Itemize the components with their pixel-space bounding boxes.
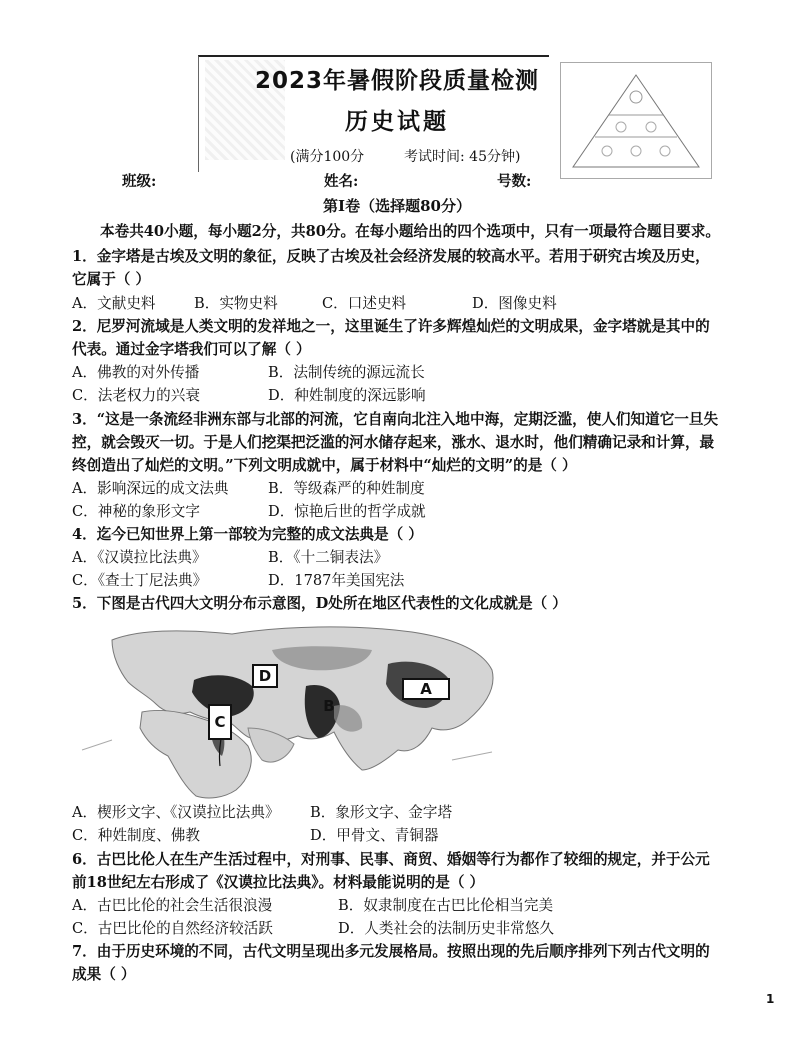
q3-option-c[interactable]: C．神秘的象形文字 [72, 503, 200, 520]
q5-option-c[interactable]: C．种姓制度、佛教 [72, 827, 200, 844]
q4-option-d[interactable]: D．1787年美国宪法 [268, 572, 405, 589]
q1-option-a[interactable]: A．文献史料 [72, 295, 156, 312]
q7-stem-line1: 7．由于历史环境的不同，古代文明呈现出多元发展格局。按照出现的先后顺序排列下列古代文明的 [72, 943, 710, 960]
q1-option-c[interactable]: C．口述史料 [322, 295, 407, 312]
q6-options-row2 [72, 919, 732, 939]
q6-option-d[interactable]: D．人类社会的法制历史非常悠久 [338, 920, 555, 937]
instructions: 本卷共40小题，每小题2分，共80分。在每小题给出的四个选项中，只有一项最符合题目要求。 [100, 223, 720, 240]
name-field-label: 姓名: [324, 173, 359, 190]
q4-option-b[interactable]: B．《十二铜表法》 [268, 549, 389, 566]
q2-option-b[interactable]: B．法制传统的源远流长 [268, 364, 425, 381]
q1-options [72, 294, 732, 314]
map-label-a: A [402, 678, 450, 700]
q6-stem-line1: 6．古巴比伦人在生产生活过程中，对刑事、民事、商贸、婚姻等行为都作了较细的规定，并于公元 [72, 851, 710, 868]
q4-options-row2 [72, 571, 732, 591]
q5-options-row1 [72, 803, 732, 823]
q1-stem-line2: 它属于（ ） [72, 271, 151, 288]
q2-stem-line2: 代表。通过金字塔我们可以了解（ ） [72, 341, 311, 358]
ancient-civilizations-map [72, 620, 512, 800]
q3-stem-line1: 3．“这是一条流经非洲东部与北部的河流，它自南向北注入地中海，定期泛滥，使人们知道它一旦失 [72, 411, 719, 428]
q3-options-row1 [72, 479, 732, 499]
q3-stem-line3: 终创造出了灿烂的文明。”下列文明成就中，属于材料中“灿烂的文明”的是（ ） [72, 457, 577, 474]
full-score: (满分100分 [290, 149, 365, 165]
q4-option-a[interactable]: A．《汉谟拉比法典》 [72, 549, 207, 566]
q4-stem: 4．迄今已知世界上第一部较为完整的成文法典是（ ） [72, 526, 423, 543]
q6-option-c[interactable]: C．古巴比伦的自然经济较活跃 [72, 920, 273, 937]
q5-options-row2 [72, 826, 732, 846]
q1-option-d[interactable]: D．图像史料 [472, 295, 557, 312]
q3-option-d[interactable]: D．惊艳后世的哲学成就 [268, 503, 426, 520]
map-label-b: B [323, 697, 335, 715]
q6-stem-line2: 前18世纪左右形成了《汉谟拉比法典》。材料最能说明的是（ ） [72, 874, 485, 891]
map-label-c: C [208, 704, 232, 740]
number-field-label: 号数: [497, 173, 532, 190]
q1-option-b[interactable]: B．实物史料 [194, 295, 278, 312]
q1-stem-line1: 1．金字塔是古埃及文明的象征，反映了古埃及社会经济发展的较高水平。若用于研究古埃及历史， [72, 248, 710, 265]
world-map-graphic [72, 620, 512, 800]
q6-option-a[interactable]: A．古巴比伦的社会生活很浪漫 [72, 897, 273, 914]
q2-stem-line1: 2．尼罗河流域是人类文明的发祥地之一，这里诞生了许多辉煌灿烂的文明成果，金字塔就是其中的 [72, 318, 710, 335]
map-label-d: D [252, 664, 278, 688]
exam-title: 2023年暑假阶段质量检测 [254, 68, 539, 94]
q6-options-row1 [72, 896, 732, 916]
q6-option-b[interactable]: B．奴隶制度在古巴比伦相当完美 [338, 897, 554, 914]
q5-stem: 5．下图是古代四大文明分布示意图，D处所在地区代表性的文化成就是（ ） [72, 595, 567, 612]
exam-subject: 历史试题 [345, 109, 449, 135]
page-number: 1 [766, 992, 775, 1006]
q7-stem-line2: 成果（ ） [72, 966, 136, 983]
q3-option-a[interactable]: A．影响深远的成文法典 [72, 480, 229, 497]
q4-options-row1 [72, 548, 732, 568]
q2-option-a[interactable]: A．佛教的对外传播 [72, 364, 200, 381]
q4-option-c[interactable]: C．《查士丁尼法典》 [72, 572, 208, 589]
q3-option-b[interactable]: B．等级森严的种姓制度 [268, 480, 425, 497]
q5-option-b[interactable]: B．象形文字、金字塔 [310, 804, 453, 821]
q3-options-row2 [72, 502, 732, 522]
q3-stem-line2: 控，就会毁灭一切。于是人们挖渠把泛滥的河水储存起来，涨水、退水时，他们精确记录和计算，最 [72, 434, 715, 451]
exam-time: 考试时间: 45分钟) [404, 149, 521, 165]
q2-options-row2 [72, 386, 732, 406]
q5-option-d[interactable]: D．甲骨文、青铜器 [310, 827, 439, 844]
class-field-label: 班级: [122, 173, 157, 190]
q2-option-c[interactable]: C．法老权力的兴衰 [72, 387, 200, 404]
section-title: 第Ⅰ卷（选择题80分） [323, 197, 471, 215]
q2-options-row1 [72, 363, 732, 383]
q5-option-a[interactable]: A．楔形文字、《汉谟拉比法典》 [72, 804, 280, 821]
q2-option-d[interactable]: D．种姓制度的深远影响 [268, 387, 426, 404]
